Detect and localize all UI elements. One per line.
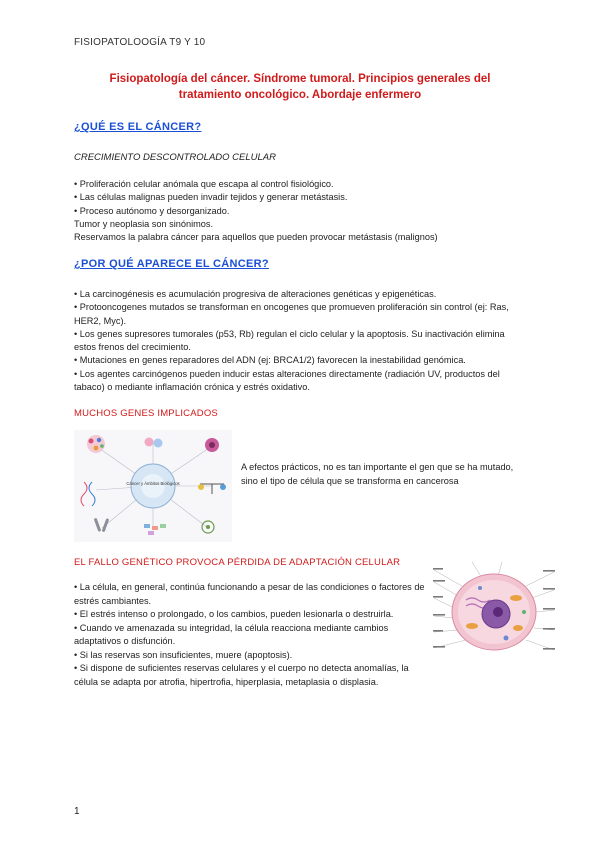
section-heading-genes: MUCHOS GENES IMPLICADOS [74, 408, 218, 419]
document-title [80, 71, 520, 103]
section1-line: • Proliferación celular anómala que escapa al control fisiológico. [74, 179, 334, 189]
section2-paragraph: • Mutaciones en genes reparadores del ADN (ej: BRCA1/2) favorecen la inestabilidad genómica. [74, 355, 466, 366]
section2-paragraph: • Protooncogenes mutados se transforman en oncogenes que promueven proliferación sin control (ej: Ras, HER2, Myc). [74, 302, 509, 326]
section2-paragraph: • Los agentes carcinógenos pueden inducir estas alteraciones directamente (radiación UV, productos del tabaco) o mediante inflamación crónica y estrés oxidativo. [74, 368, 500, 393]
section1-line: • Proceso autónomo y desorganizado. [74, 205, 230, 216]
section-subtitle: CRECIMIENTO DESCONTROLADO CELULAR [74, 152, 276, 163]
immune-cell-icon [205, 438, 219, 452]
section2-paragraph: • La carcinogénesis es acumulación progresiva de alteraciones genéticas y epigenéticas. [74, 289, 437, 299]
section3-paragraph: • Si las reservas son insuficientes, muere (apoptosis). [74, 649, 293, 660]
cell-cluster-icon [87, 435, 105, 453]
genes-diagram-figure [74, 430, 232, 542]
section2-body [74, 288, 526, 394]
title-line-1: Fisiopatología del cáncer. Síndrome tumoral. Principios generales del [109, 73, 491, 85]
section3-paragraph: • La célula, en general, continúa funcionando a pesar de las condiciones o factores de estrés cambiantes. [74, 582, 425, 606]
section1-line: Reservamos la palabra cáncer para aquellos que pueden provocar metástasis (malignos) [74, 232, 438, 243]
cell-anatomy-figure [432, 560, 556, 666]
section-heading-fallo-genetico: EL FALLO GENÉTICO PROVOCA PÉRDIDA DE ADAPTACIÓN CELULAR [74, 557, 401, 568]
section3-body [74, 581, 432, 689]
title-line-2: tratamiento oncológico. Abordaje enfermero [178, 89, 422, 101]
section1-line: Tumor y neoplasia son sinónimos. [74, 218, 214, 229]
figure-center-label: Cáncer y Ámbitos Biológicos [126, 481, 180, 486]
section1-body [74, 178, 526, 244]
section3-paragraph: • Cuando ve amenazada su integridad, la célula reacciona mediante cambios adaptativos o disfunción. [74, 622, 389, 646]
section-heading-que-es-cancer: ¿QUÉ ES EL CÁNCER? [74, 121, 202, 133]
nucleolus-shape [493, 607, 503, 617]
section-heading-por-que-aparece: ¿POR QUÉ APARECE EL CÁNCER? [74, 258, 269, 270]
section1-line: • Las células malignas pueden invadir tejidos y generar metástasis. [74, 192, 348, 203]
figure-caption: A efectos prácticos, no es tan importante el gen que se ha mutado, sino el tipo de célula que se transforma en cancerosa [241, 462, 514, 486]
section3-paragraph: • Si dispone de suficientes reservas celulares y el cuerpo no detecta anomalías, la célula se adapta por atrofia, hipertrofia, hiperplasia, metaplasia o displasia. [74, 663, 409, 687]
page-number: 1 [74, 806, 80, 817]
section2-paragraph: • Los genes supresores tumorales (p53, Rb) regulan el ciclo celular y la apoptosis. Su inactivación elimina estos frenos del crecimiento. [74, 328, 505, 353]
page-header: FISIOPATOLOOGÍA T9 Y 10 [74, 37, 206, 48]
section3-paragraph: • El estrés intenso o prolongado, o los cambios, pueden lesionarla o destruirla. [74, 609, 394, 619]
